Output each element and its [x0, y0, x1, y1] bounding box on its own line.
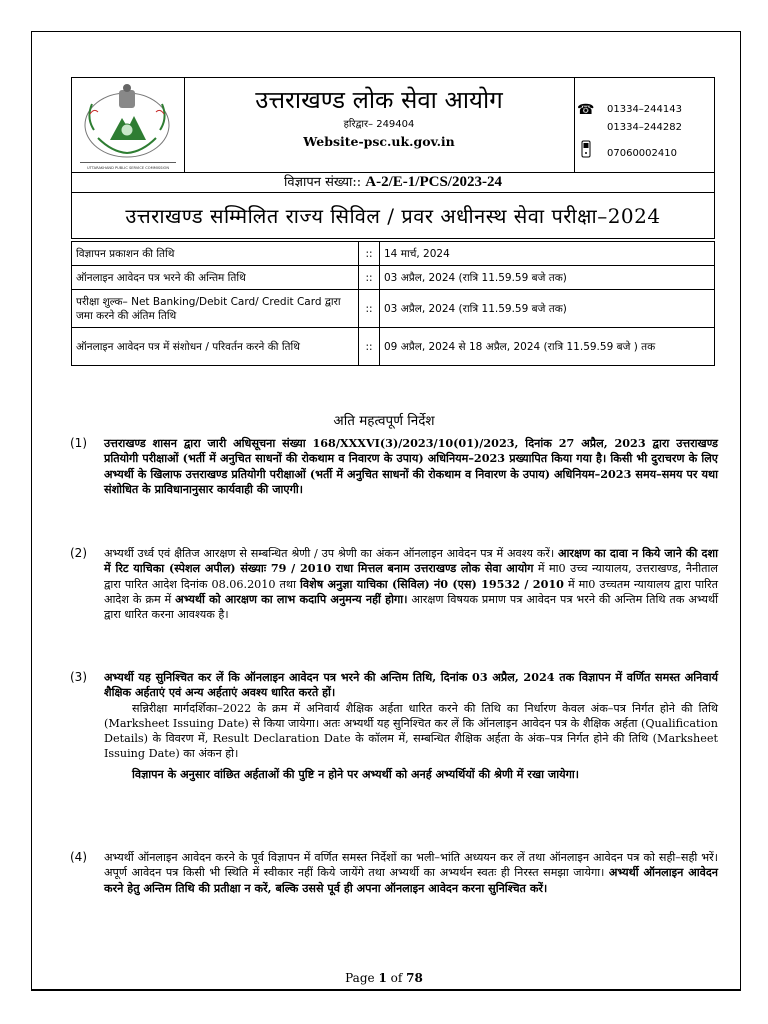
date-separator: ::: [359, 290, 380, 328]
seal-caption: UTTARAKHAND PUBLIC SERVICE COMMISSION: [86, 166, 170, 170]
paragraph-text-part: में मा0 उच्च न्यायालय, उत्तराखण्ड, नैनीताल द्वारा पारित आदेश दिनांक 08.06.2010 तथा: [104, 562, 718, 591]
instruction-paragraph-2: [70, 546, 718, 622]
important-dates-table: [71, 241, 715, 366]
paragraph-number: (2): [70, 546, 87, 560]
table-row: [72, 266, 715, 290]
paragraph-text-part: विज्ञापन के अनुसार वांछित अर्हताओं की पुष्टि न होने पर अभ्यर्थी को अनर्ह अभ्यर्थियों की श्रेणी में रखा जायेगा।: [132, 766, 580, 781]
mobile-number: 07060002410: [607, 148, 677, 159]
exam-title: उत्तराखण्ड सम्मिलित राज्य सिविल / प्रवर अधीनस्थ सेवा परीक्षा–2024: [71, 193, 715, 239]
paragraph-text: [104, 670, 718, 782]
org-name: उत्तराखण्ड लोक सेवा आयोग: [255, 86, 503, 114]
paragraph-number: (1): [70, 436, 87, 450]
letterhead: [71, 77, 715, 173]
paragraph-text-part: अभ्यर्थी को आरक्षण का लाभ कदापि अनुमन्य नहीं होगा।: [175, 591, 408, 606]
paragraph-number: (4): [70, 850, 87, 864]
date-value: 14 मार्च, 2024: [380, 242, 715, 266]
phone-number-2: 01334–244282: [607, 122, 682, 133]
phone-number-1: 01334–244143: [607, 104, 682, 115]
telephone-icon: ☎: [577, 102, 595, 118]
date-value: 03 अप्रैल, 2024 (रात्रि 11.59.59 बजे तक): [380, 290, 715, 328]
commission-seal-icon: [72, 78, 184, 173]
date-separator: ::: [359, 266, 380, 290]
title-cell: [184, 78, 574, 172]
paragraph-text: [104, 850, 718, 896]
paragraph-text-part: सन्निरीक्षा मार्गदर्शिका–2022 के क्रम में अनिवार्य शैक्षिक अर्हता धारित करने की तिथि का निर्धारण केवल अंक–पत्र निर्गत होने की तिथि (Marksheet Issuing Date) से किया जायेगा। अतः अभ्यर्थी यह सुनिश्चित कर लें कि ऑनलाइन आवेदन पत्र के शैक्षिक अर्हता (Qualification Details) के विवरण में, Result Declaration Date के कॉलम में, सम्बन्धित शैक्षिक अर्हता के अंक–पत्र निर्गत होने की तिथि (Marksheet Issuing Date) का अंकन हो।: [104, 701, 718, 761]
paragraph-text-part: विशेष अनुज्ञा याचिका (सिविल) नं0 (एस) 19532 / 2010: [300, 576, 564, 591]
paragraph-text-part: में मा0 उच्चतम न्यायालय द्वारा पारित आदेश के क्रम में: [104, 577, 719, 606]
notice-heading: अति महत्वपूर्ण निर्देश: [333, 413, 435, 429]
paragraph-text-part: अभ्यर्थी ऑनलाइन आवेदन करने हेतु अन्तिम तिथि की प्रतीक्षा न करें, बल्कि उससे पूर्व ही अपना ऑनलाइन आवेदन करना सुनिश्चित करें।: [104, 865, 718, 895]
org-city: हरिद्वार– 249404: [343, 119, 415, 130]
table-row: [72, 290, 715, 328]
footer-prefix: Page: [345, 971, 375, 985]
paragraph-number: (3): [70, 670, 87, 684]
date-separator: ::: [359, 328, 380, 366]
advertisement-number-row: [71, 172, 715, 193]
page-footer: [0, 971, 768, 985]
date-label: विज्ञापन प्रकाशन की तिथि: [72, 242, 359, 266]
date-label: ऑनलाइन आवेदन पत्र भरने की अन्तिम तिथि: [72, 266, 359, 290]
date-value: 09 अप्रैल, 2024 से 18 अप्रैल, 2024 (रात्रि 11.59.59 बजे ) तक: [380, 328, 715, 366]
date-separator: ::: [359, 242, 380, 266]
paragraph-text-part: अभ्यर्थी ऑनलाइन आवेदन करने के पूर्व विज्ञापन में वर्णित समस्त निर्देशों का भली–भांति अध्ययन कर लें तथा ऑनलाइन आवेदन पत्र को सही–सही भरें। अपूर्ण आवेदन पत्र किसी भी स्थिति में स्वीकार नहीं किये जायेंगे तथा अभ्यर्थी का अभ्यर्थन स्वतः ही निरस्त समझा जायेगा।: [104, 851, 718, 880]
footer-page-number: 1: [378, 971, 387, 985]
date-value: 03 अप्रैल, 2024 (रात्रि 11.59.59 बजे तक): [380, 266, 715, 290]
mobile-phone-icon: [581, 140, 591, 158]
paragraph-text-part: आरक्षण विषयक प्रमाण पत्र आवेदन पत्र भरने की अन्तिम तिथि तक अभ्यर्थी द्वारा धारित करना आवश्यक है।: [104, 592, 718, 622]
instruction-paragraph-3: [70, 670, 718, 782]
date-label: परीक्षा शुल्क– Net Banking/Debit Card/ Credit Card द्वारा जमा करने की अंतिम तिथि: [72, 290, 359, 328]
instruction-paragraph-1: [70, 436, 718, 497]
advertisement-label: विज्ञापन संख्या::: [284, 175, 362, 190]
instruction-paragraph-4: [70, 850, 718, 896]
paragraph-text-part: अभ्यर्थी यह सुनिश्चित कर लें कि ऑनलाइन आवेदन पत्र भरने की अन्तिम तिथि, दिनांक 03 अप्रैल, 2024 तक विज्ञापन में वर्णित समस्त अनिवार्य शैक्षिक अर्हताएं एवं अन्य अर्हताएं अवश्य धारित करते हों।: [104, 670, 718, 700]
paragraph-text-part: अभ्यर्थी उर्ध्व एवं क्षैतिज आरक्षण से सम्बन्धित श्रेणी / उप श्रेणी का अंकन ऑनलाइन आवेदन पत्र में अवश्य करें।: [104, 547, 555, 560]
org-website: Website-psc.uk.gov.in: [303, 134, 455, 149]
advertisement-number: A-2/E-1/PCS/2023-24: [365, 174, 502, 190]
paragraph-text: [104, 546, 718, 622]
table-row: [72, 328, 715, 366]
date-label: ऑनलाइन आवेदन पत्र में संशोधन / परिवर्तन करने की तिथि: [72, 328, 359, 366]
table-row: [72, 242, 715, 266]
contact-cell: [574, 78, 715, 172]
paragraph-text: उत्तराखण्ड शासन द्वारा जारी अधिसूचना संख्या 168/XXXVI(3)/2023/10(01)/2023, दिनांक 27 अप्रैल, 2023 द्वारा उत्तराखण्ड प्रतियोगी परीक्षाओं (भर्ती में अनुचित साधनों की रोकथाम व निवारण के उपाय) अधिनियम–2023 प्रख्यापित किया गया है। किसी भी दुराचरण के लिए अभ्यर्थी के खिलाफ उत्तराखण्ड प्रतियोगी परीक्षाओं (भर्ती में अनुचित साधनों की रोकथाम व निवारण के उपाय) अधिनियम–2023 समय–समय पर यथा संशोधित के प्राविधानानुसार कार्यवाही की जाएगी।: [104, 436, 718, 496]
logo-cell: [72, 78, 185, 172]
paragraph-text-part: आरक्षण का दावा न किये जाने की दशा में रिट याचिका (स्पेशल अपील) संख्याः 79 / 2010 राधा मित्तल बनाम उत्तराखण्ड लोक सेवा आयोग: [104, 546, 718, 576]
footer-total-pages: 78: [406, 971, 423, 985]
footer-of: of: [390, 971, 403, 985]
